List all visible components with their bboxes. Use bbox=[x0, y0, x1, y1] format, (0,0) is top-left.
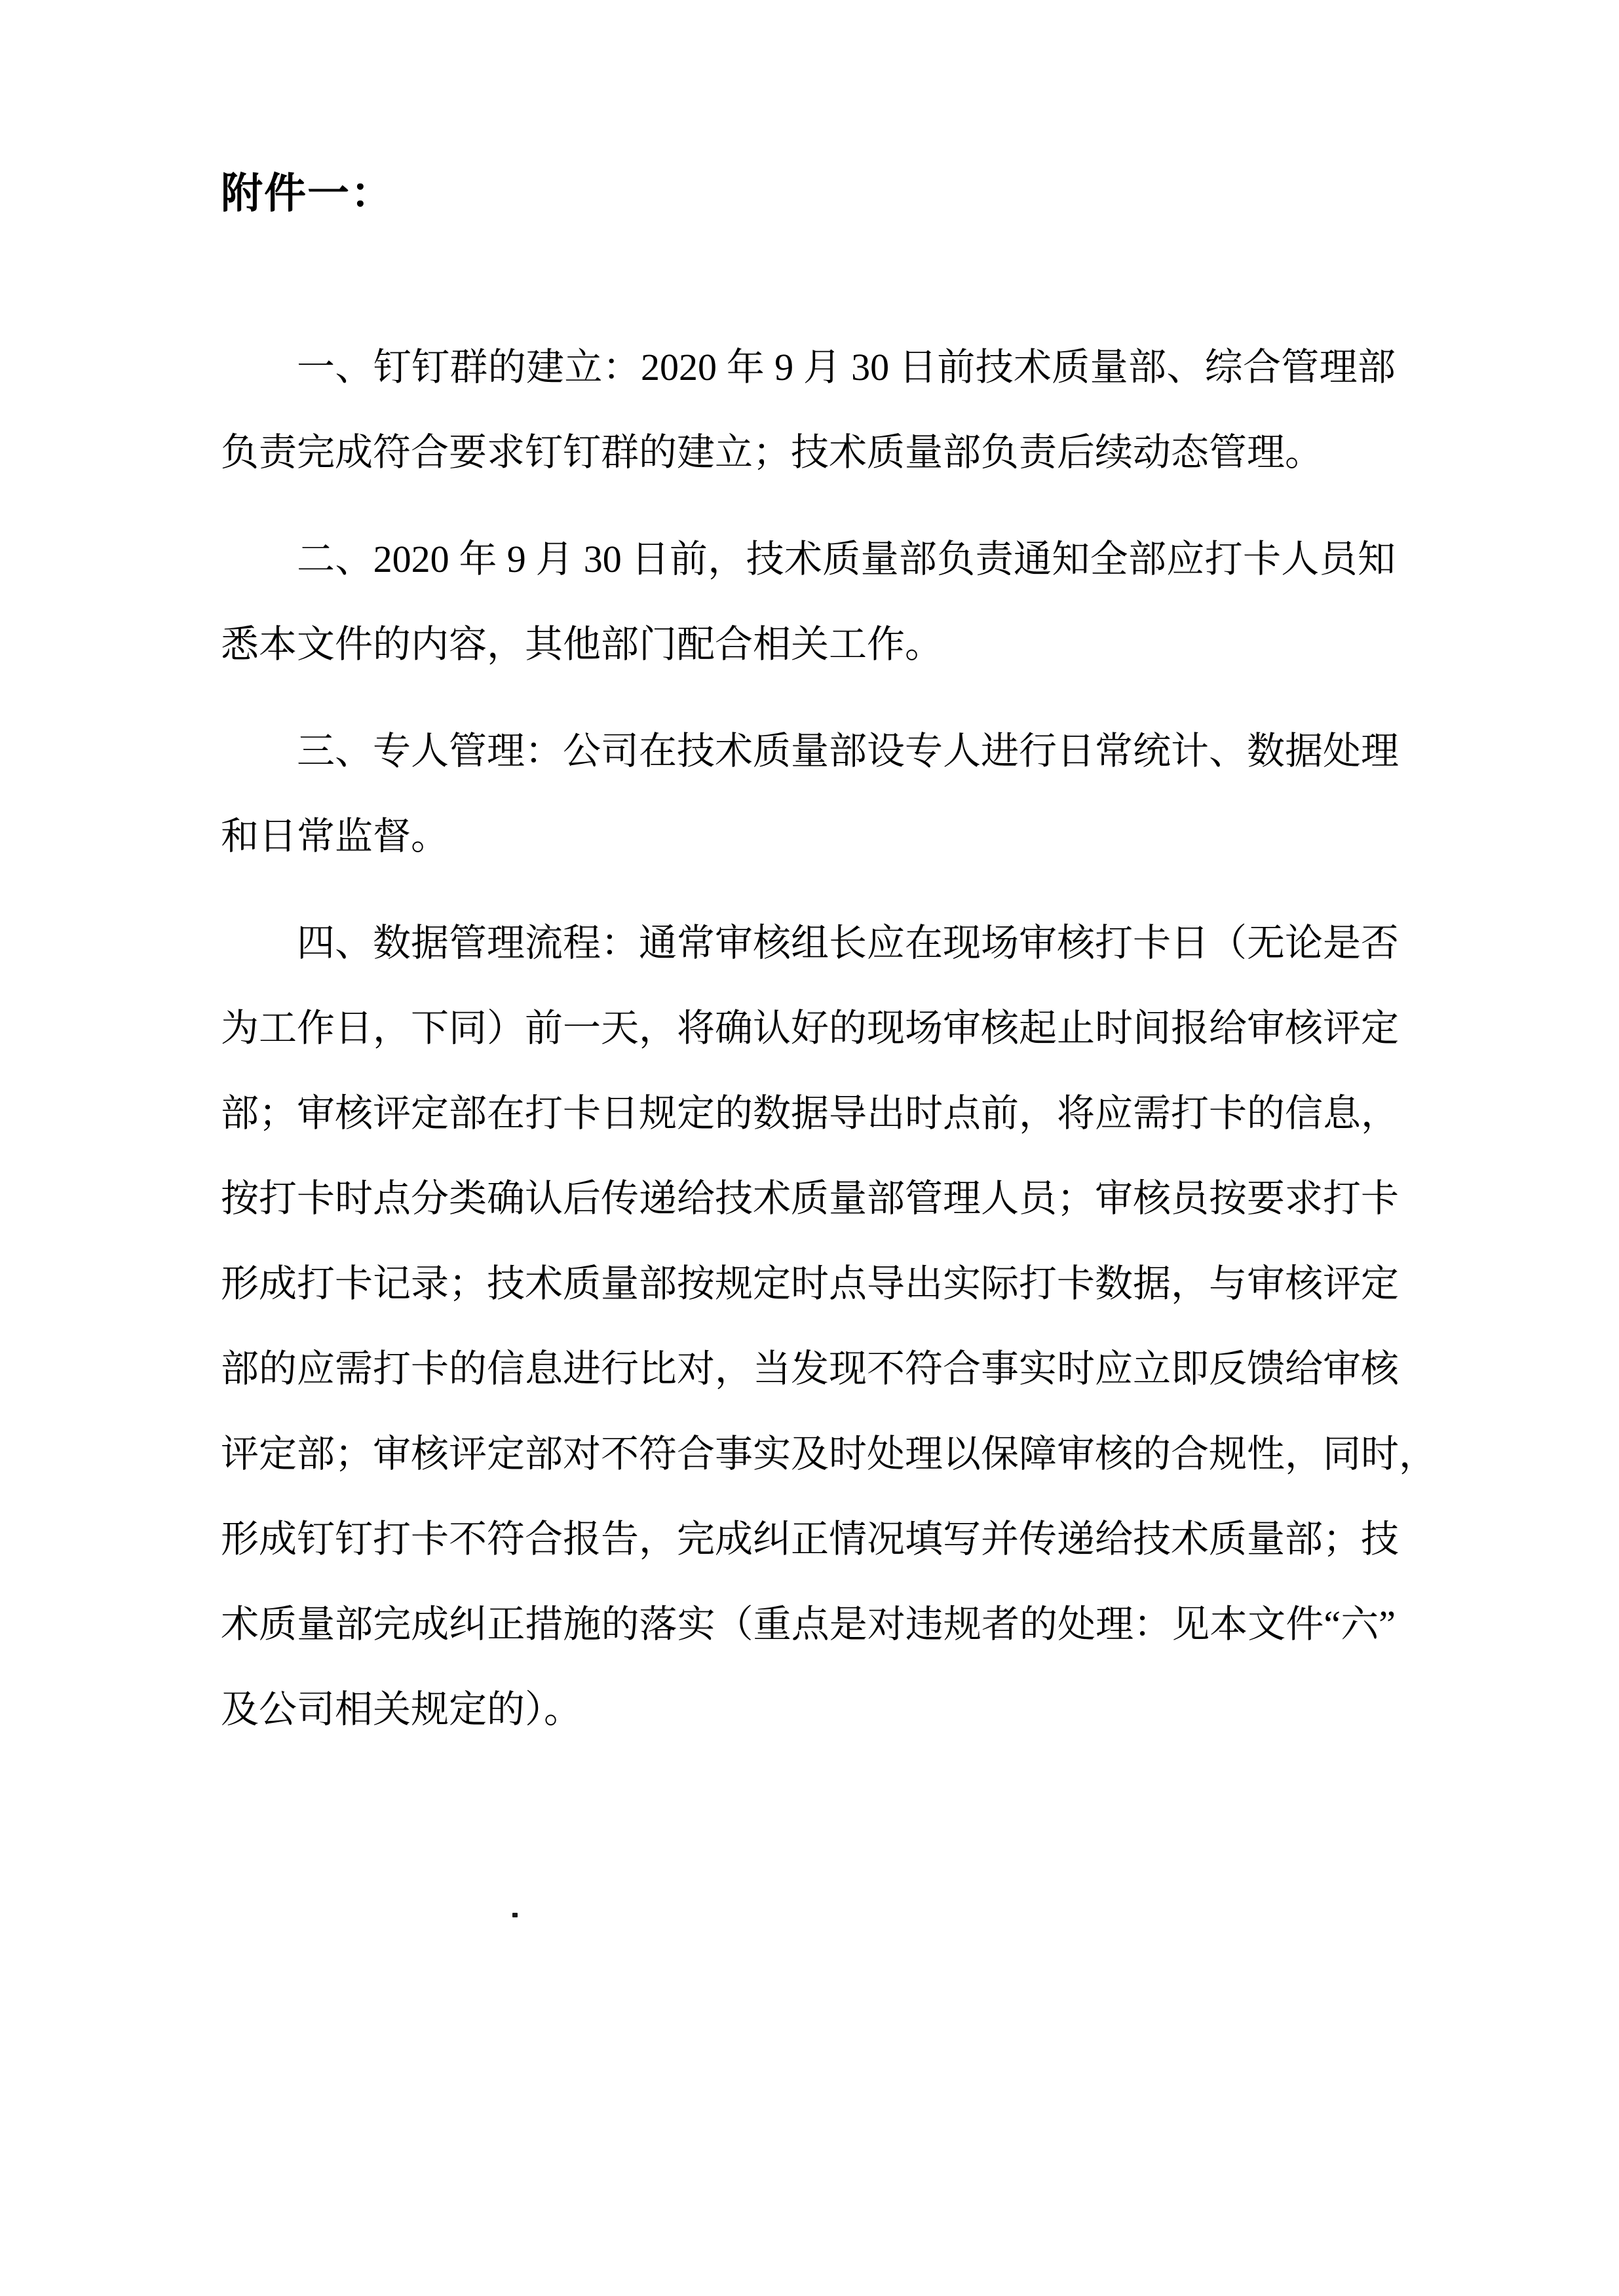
paragraph-line: 三、专人管理：公司在技术质量部设专人进行日常统计、数据处理 bbox=[297, 730, 1400, 772]
paragraph bbox=[221, 709, 1400, 879]
paragraph-line: 为工作日，下同）前一天，将确认好的现场审核起止时间报给审核评定 bbox=[221, 1007, 1400, 1049]
paragraph-line: 和日常监督。 bbox=[221, 815, 449, 857]
paragraph-line: 负责完成符合要求钉钉群的建立；技术质量部负责后续动态管理。 bbox=[221, 431, 1324, 474]
paragraph bbox=[221, 517, 1396, 687]
paragraph-line: 部的应需打卡的信息进行比对，当发现不符合事实时应立即反馈给审核 bbox=[221, 1347, 1400, 1390]
paragraph-line: 二、2020 年 9 月 30 日前，技术质量部负责通知全部应打卡人员知 bbox=[297, 538, 1396, 580]
ink-speck bbox=[512, 1913, 518, 1917]
paragraph-line: 形成钉钉打卡不符合报告，完成纠正情况填写并传递给技术质量部；技 bbox=[221, 1518, 1400, 1560]
paragraph-line: 一、钉钉群的建立：2020 年 9 月 30 日前技术质量部、综合管理部 bbox=[297, 346, 1396, 388]
paragraph-line: 按打卡时点分类确认后传递给技术质量部管理人员；审核员按要求打卡 bbox=[221, 1177, 1400, 1220]
paragraph-line: 四、数据管理流程：通常审核组长应在现场审核打卡日（无论是否 bbox=[297, 922, 1400, 964]
paragraph-line: 悉本文件的内容，其他部门配合相关工作。 bbox=[221, 623, 943, 666]
paragraph-line: 形成打卡记录；技术质量部按规定时点导出实际打卡数据，与审核评定 bbox=[221, 1262, 1400, 1305]
paragraph-line: 评定部；审核评定部对不符合事实及时处理以保障审核的合规性，同时， bbox=[221, 1433, 1438, 1475]
paragraph bbox=[221, 901, 1438, 1752]
paragraph bbox=[221, 325, 1396, 495]
document-body bbox=[221, 325, 1438, 1752]
paragraph-line: 部；审核评定部在打卡日规定的数据导出时点前，将应需打卡的信息， bbox=[221, 1092, 1400, 1135]
paragraph-line: 及公司相关规定的）。 bbox=[221, 1688, 582, 1731]
document-content bbox=[221, 151, 1438, 1752]
paragraph-line: 术质量部完成纠正措施的落实（重点是对违规者的处理：见本文件“六” bbox=[221, 1603, 1396, 1646]
attachment-title: 附件一： bbox=[221, 170, 394, 217]
